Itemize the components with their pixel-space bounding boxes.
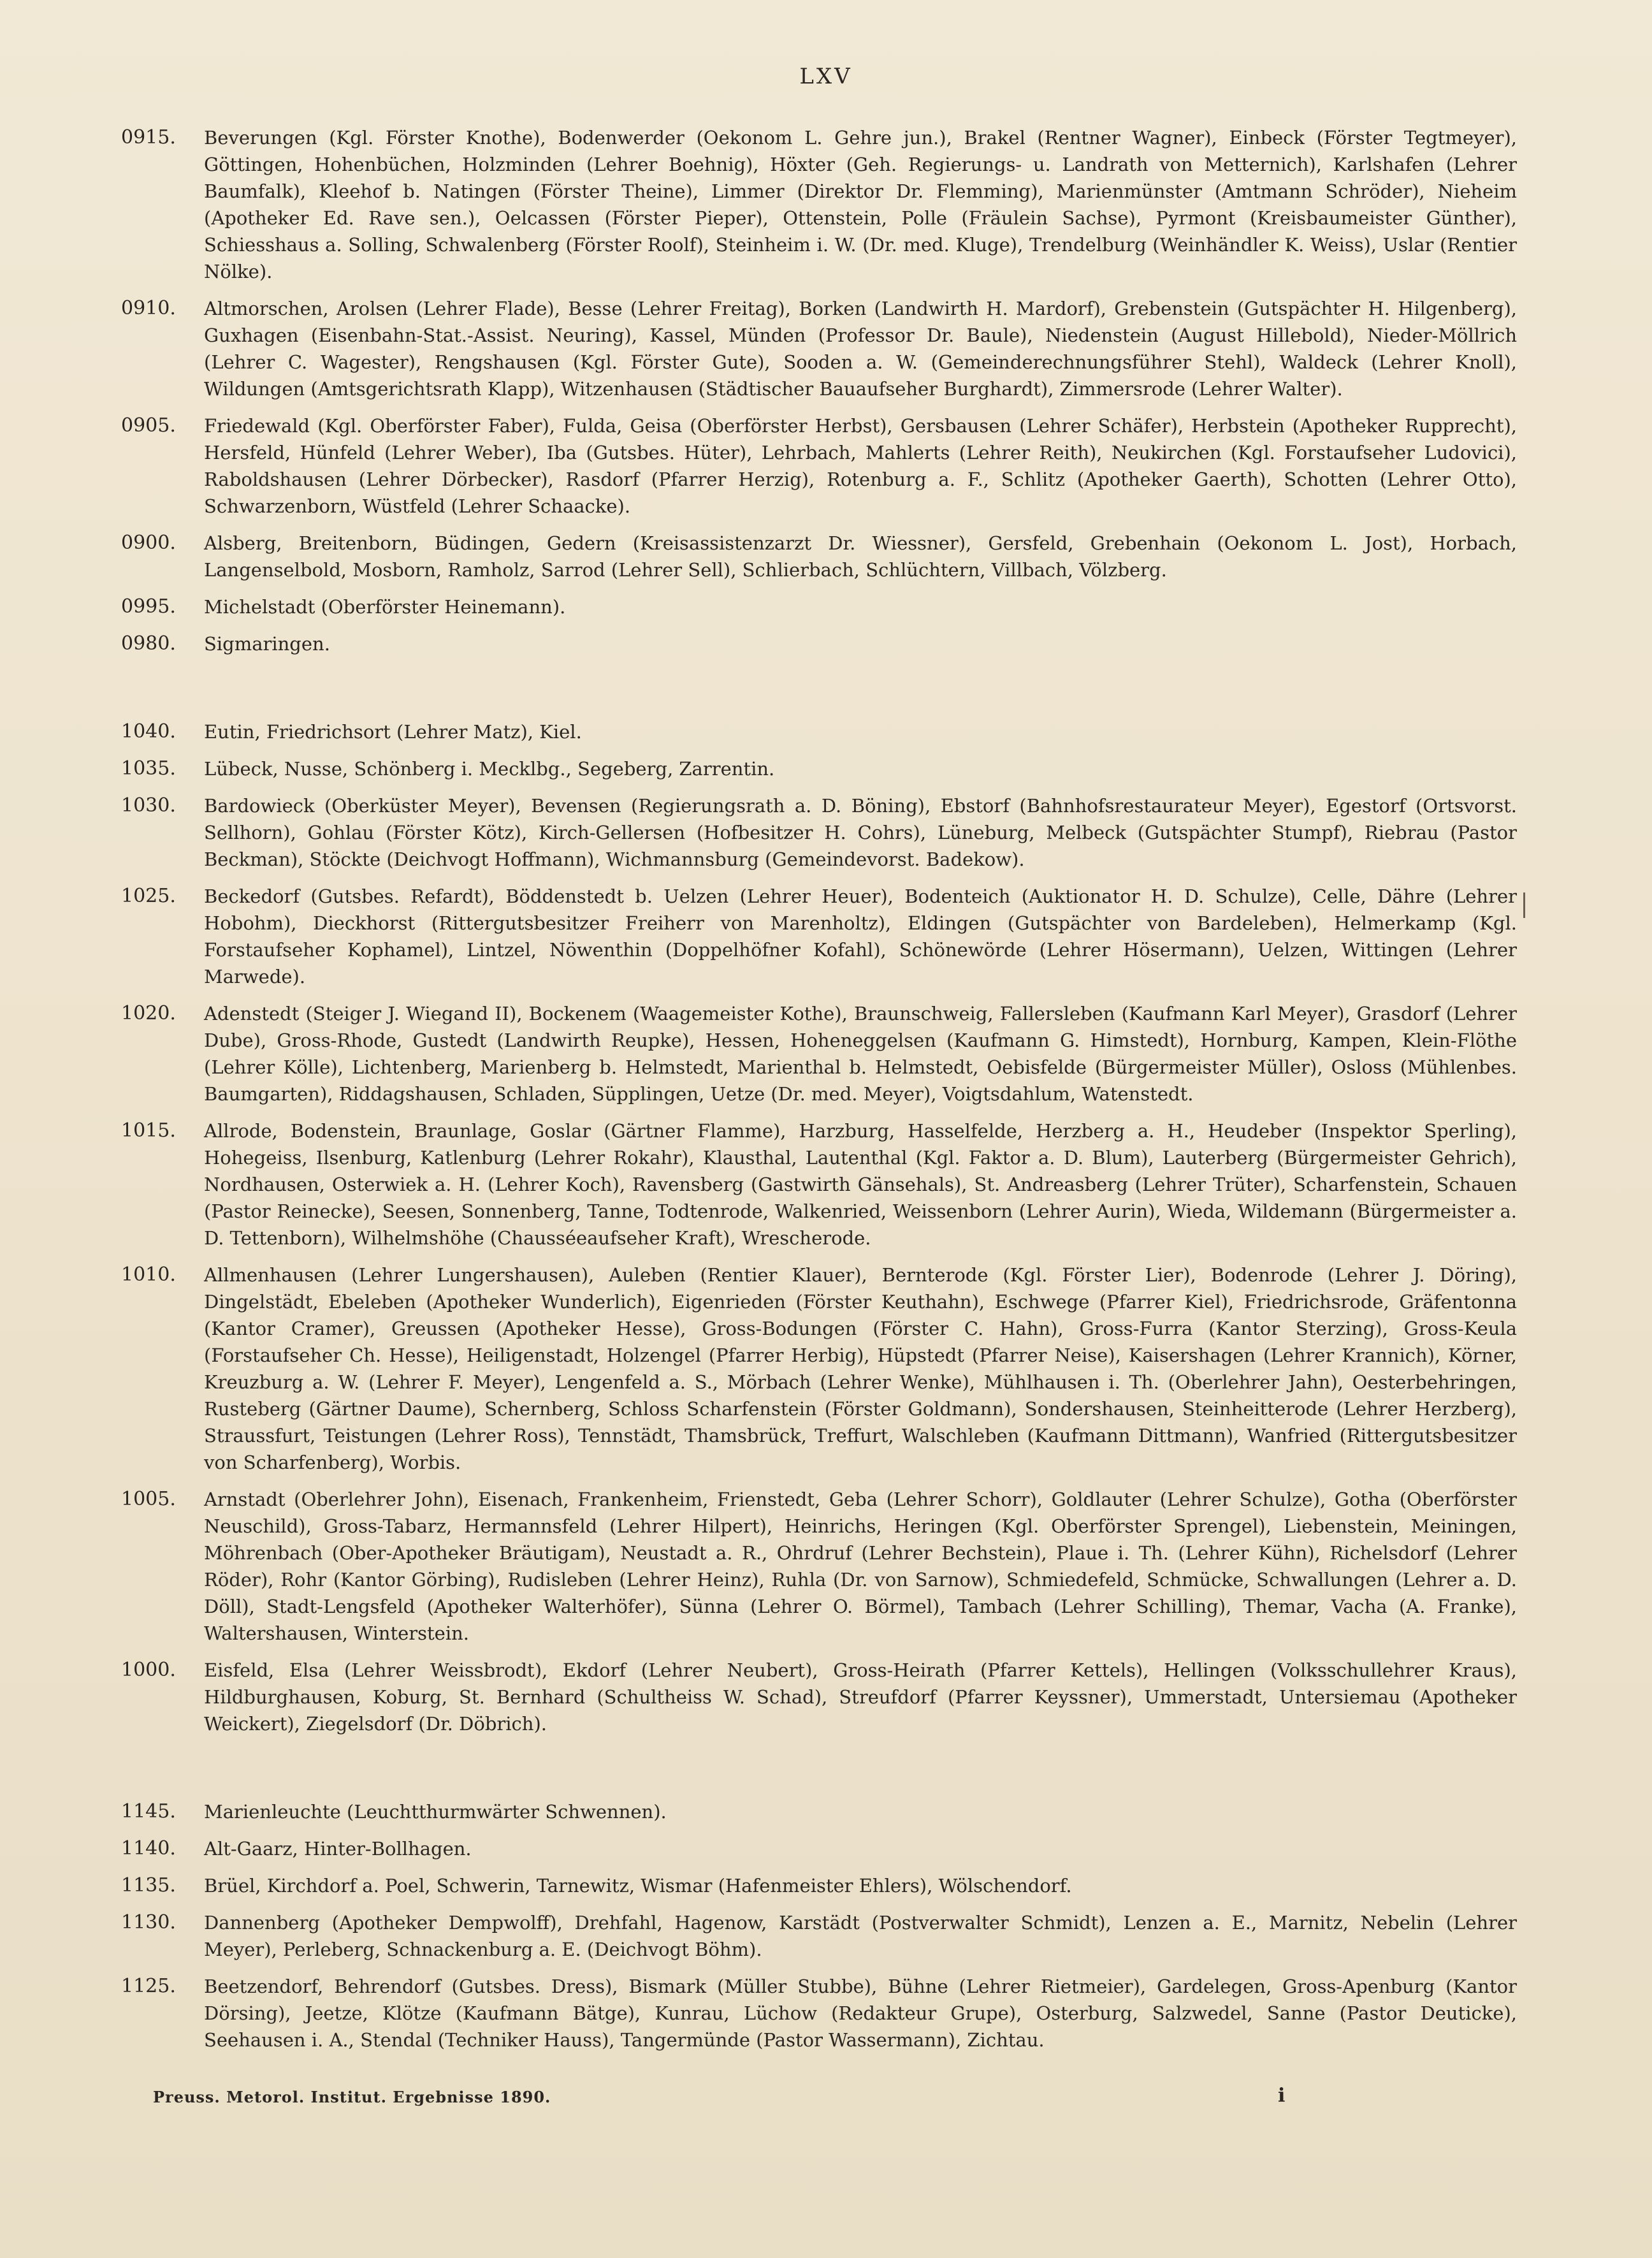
station-entry <box>121 124 1517 285</box>
signature-mark: i <box>1278 2085 1286 2107</box>
station-entry <box>121 1872 1517 1899</box>
entry-text: Beverungen (Kgl. Förster Knothe), Bodenwerder (Oekonom L. Gehre jun.), Brakel (Rentner Wagner), Einbeck (Förster Tegtmeyer), Göttingen, Hohenbüchen, Holzminden (Lehrer Boehnig), Höxter (Geh. Regierungs- u. Landrath von Metternich), Karlshafen (Lehrer Baumfalk), Kleehof b. Natingen (Förster Theine), Limmer (Direktor Dr. Flemming), Marienmünster (Amtmann Schröder), Nieheim (Apotheker Ed. Rave sen.), Oelcassen (Förster Pieper), Ottenstein, Polle (Fräulein Sachse), Pyrmont (Kreisbaumeister Günther), Schiesshaus a. Solling, Schwalenberg (Förster Roolf), Steinheim i. W. (Dr. med. Kluge), Trendelburg (Weinhändler K. Weiss), Uslar (Rentier Nölke). <box>204 127 1517 282</box>
entry-code: 1030. <box>121 794 176 817</box>
entry-code: 0900. <box>121 532 176 554</box>
station-group-1 <box>121 124 1517 657</box>
entry-text: Allrode, Bodenstein, Braunlage, Goslar (Gärtner Flamme), Harzburg, Hasselfelde, Herzberg a. H., Heudeber (Inspektor Sperling), Hohegeiss, Ilsenburg, Katlenburg (Lehrer Rokahr), Klausthal, Lautenthal (Kgl. Faktor a. D. Blum), Lauterberg (Bürgermeister Gehrich), Nordhausen, Osterwiek a. H. (Lehrer Koch), Ravensberg (Gastwirth Gänsehals), St. Andreasberg (Lehrer Trüter), Scharfenstein, Schauen (Pastor Reinecke), Seesen, Sonnenberg, Tanne, Todtenrode, Walkenried, Weissenborn (Lehrer Aurin), Wieda, Wildemann (Bürgermeister a. D. Tettenborn), Wilhelmshöhe (Chausséeaufseher Kraft), Wrescherode. <box>204 1120 1517 1249</box>
entry-text: Lübeck, Nusse, Schönberg i. Mecklbg., Segeberg, Zarrentin. <box>204 758 775 780</box>
station-entry <box>121 530 1517 583</box>
entry-code: 1000. <box>121 1659 176 1681</box>
entry-text: Eutin, Friedrichsort (Lehrer Matz), Kiel. <box>204 721 582 743</box>
entry-text: Alsberg, Breitenborn, Büdingen, Gedern (Kreisassistenzarzt Dr. Wiessner), Gersfeld, Grebenhain (Oekonom L. Jost), Horbach, Langenselbold, Mosborn, Ramholz, Sarrod (Lehrer Sell), Schlierbach, Schlüchtern, Villbach, Völzberg. <box>204 532 1517 581</box>
entry-code: 0915. <box>121 126 176 149</box>
station-entry <box>121 883 1517 990</box>
station-entry <box>121 1909 1517 1963</box>
group-spacer <box>121 1747 1517 1798</box>
entry-code: 1020. <box>121 1002 176 1024</box>
station-entry <box>121 1798 1517 1825</box>
page-number: LXV <box>799 64 853 89</box>
station-entry <box>121 1118 1517 1251</box>
entry-code: 1010. <box>121 1264 176 1286</box>
station-entry <box>121 755 1517 782</box>
group-spacer <box>121 667 1517 718</box>
entry-code: 0910. <box>121 297 176 319</box>
station-entry <box>121 718 1517 745</box>
entry-text: Michelstadt (Oberförster Heinemann). <box>204 596 566 618</box>
station-entry <box>121 1262 1517 1476</box>
entry-code: 1025. <box>121 885 176 907</box>
entry-text: Beetzendorf, Behrendorf (Gutsbes. Dress), Bismark (Müller Stubbe), Bühne (Lehrer Rietmeier), Gardelegen, Gross-Apenburg (Kantor Dörsing), Jeetze, Klötze (Kaufmann Bätge), Kunrau, Lüchow (Redakteur Grupe), Osterburg, Salzwedel, Sanne (Pastor Deuticke), Seehausen i. A., Stendal (Techniker Hauss), Tangermünde (Pastor Wassermann), Zichtau. <box>204 1976 1517 2051</box>
entry-code: 1035. <box>121 757 176 780</box>
station-entry <box>121 1657 1517 1737</box>
entry-text: Sigmaringen. <box>204 633 330 655</box>
station-entry <box>121 792 1517 873</box>
publication-footer: Preuss. Metorol. Institut. Ergebnisse 1890. <box>153 2088 551 2106</box>
station-group-2 <box>121 718 1517 1737</box>
entry-code: 1005. <box>121 1488 176 1510</box>
entry-text: Adenstedt (Steiger J. Wiegand II), Bockenem (Waagemeister Kothe), Braunschweig, Fallersleben (Kaufmann Karl Meyer), Grasdorf (Lehrer Dube), Gross-Rhode, Gustedt (Landwirth Reupke), Hessen, Hoheneggelsen (Kaufmann G. Himstedt), Hornburg, Kampen, Klein-Flöthe (Lehrer Kölle), Lichtenberg, Marienberg b. Helmstedt, Marienthal b. Helmstedt, Oebisfelde (Bürgermeister Müller), Osloss (Mühlenbes. Baumgarten), Riddagshausen, Schladen, Süpplingen, Uetze (Dr. med. Meyer), Voigtsdahlum, Watenstedt. <box>204 1003 1517 1105</box>
entry-code: 1130. <box>121 1911 176 1934</box>
entry-text: Arnstadt (Oberlehrer John), Eisenach, Frankenheim, Frienstedt, Geba (Lehrer Schorr), Goldlauter (Lehrer Schulze), Gotha (Oberförster Neuschild), Gross-Tabarz, Hermannsfeld (Lehrer Hilpert), Heinrichs, Heringen (Kgl. Oberförster Sprengel), Liebenstein, Meiningen, Möhrenbach (Ober-Apotheker Bräutigam), Neustadt a. R., Ohrdruf (Lehrer Bechstein), Plaue i. Th. (Lehrer Kühn), Richelsdorf (Lehrer Röder), Rohr (Kantor Görbing), Rudisleben (Lehrer Heinz), Ruhla (Dr. von Sarnow), Schmiedefeld, Schmücke, Schwallungen (Lehrer a. D. Döll), Stadt-Lengsfeld (Apotheker Walterhöfer), Sünna (Lehrer O. Börmel), Tambach (Lehrer Schilling), Themar, Vacha (A. Franke), Waltershausen, Winterstein. <box>204 1489 1517 1644</box>
station-entry <box>121 1000 1517 1107</box>
entry-text: Bardowieck (Oberküster Meyer), Bevensen (Regierungsrath a. D. Böning), Ebstorf (Bahnhofsrestaurateur Meyer), Egestorf (Ortsvorst. Sellhorn), Gohlau (Förster Kötz), Kirch-Gellersen (Hofbesitzer H. Cohrs), Lüneburg, Melbeck (Gutspächter Stumpf), Riebrau (Pastor Beckman), Stöckte (Deichvogt Hoffmann), Wichmannsburg (Gemeindevorst. Badekow). <box>204 795 1517 870</box>
margin-mark <box>1523 892 1525 918</box>
entry-code: 0995. <box>121 595 176 618</box>
station-entry <box>121 594 1517 620</box>
entry-code: 0905. <box>121 414 176 437</box>
station-entry <box>121 630 1517 657</box>
entry-text: Eisfeld, Elsa (Lehrer Weissbrodt), Ekdorf (Lehrer Neubert), Gross-Heirath (Pfarrer Kettels), Hellingen (Volksschullehrer Kraus), Hildburghausen, Koburg, St. Bernhard (Schultheiss W. Schad), Streufdorf (Pfarrer Keyssner), Ummerstadt, Untersiemau (Apotheker Weickert), Ziegelsdorf (Dr. Döbrich). <box>204 1659 1517 1735</box>
entry-code: 1140. <box>121 1837 176 1860</box>
entry-text: Allmenhausen (Lehrer Lungershausen), Auleben (Rentier Klauer), Bernterode (Kgl. Förster Lier), Bodenrode (Lehrer J. Döring), Dingelstädt, Ebeleben (Apotheker Wunderlich), Eigenrieden (Förster Keuthahn), Eschwege (Pfarrer Kiel), Friedrichsrode, Gräfentonna (Kantor Cramer), Greussen (Apotheker Hesse), Gross-Bodungen (Förster C. Hahn), Gross-Furra (Kantor Sterzing), Gross-Keula (Forstaufseher Ch. Hesse), Heiligenstadt, Holzengel (Pfarrer Herbig), Hüpstedt (Pfarrer Neise), Kaisershagen (Lehrer Krannich), Körner, Kreuzburg a. W. (Lehrer F. Meyer), Lengenfeld a. S., Mörbach (Lehrer Wenke), Mühlhausen i. Th. (Oberlehrer Jahn), Oesterbehringen, Rusteberg (Gärtner Daume), Schernberg, Schloss Scharfenstein (Förster Goldmann), Sondershausen, Steinheitterode (Lehrer Herzberg), Straussfurt, Teistungen (Lehrer Ross), Tennstädt, Thamsbrück, Treffurt, Walschleben (Kaufmann Dittmann), Wanfried (Rittergutsbesitzer von Scharfenberg), Worbis. <box>204 1264 1517 1473</box>
station-entry <box>121 1973 1517 2053</box>
entry-text: Friedewald (Kgl. Oberförster Faber), Fulda, Geisa (Oberförster Herbst), Gersbausen (Lehrer Schäfer), Herbstein (Apotheker Rupprecht), Hersfeld, Hünfeld (Lehrer Weber), Iba (Gutsbes. Hüter), Lehrbach, Mahlerts (Lehrer Reith), Neukirchen (Kgl. Forstaufseher Ludovici), Raboldshausen (Lehrer Dörbecker), Rasdorf (Pfarrer Herzig), Rotenburg a. F., Schlitz (Apotheker Gaerth), Schotten (Lehrer Otto), Schwarzenborn, Wüstfeld (Lehrer Schaacke). <box>204 415 1517 517</box>
station-entry <box>121 295 1517 402</box>
entry-text: Alt-Gaarz, Hinter-Bollhagen. <box>204 1838 472 1860</box>
entry-code: 1135. <box>121 1874 176 1897</box>
station-entry <box>121 1835 1517 1862</box>
entry-text: Marienleuchte (Leuchtthurmwärter Schwennen). <box>204 1801 667 1823</box>
entry-text: Dannenberg (Apotheker Dempwolff), Drehfahl, Hagenow, Karstädt (Postverwalter Schmidt), Lenzen a. E., Marnitz, Nebelin (Lehrer Meyer), Perleberg, Schnackenburg a. E. (Deichvogt Böhm). <box>204 1912 1517 1960</box>
entry-text: Beckedorf (Gutsbes. Refardt), Böddenstedt b. Uelzen (Lehrer Heuer), Bodenteich (Auktionator H. D. Schulze), Celle, Dähre (Lehrer Hobohm), Dieckhorst (Rittergutsbesitzer Freiherr von Marenholtz), Eldingen (Gutspächter von Bardeleben), Helmerkamp (Kgl. Forstaufseher Kophamel), Lintzel, Nöwenthin (Doppelhöfner Kofahl), Schönewörde (Lehrer Hösermann), Uelzen, Wittingen (Lehrer Marwede). <box>204 885 1517 987</box>
entry-code: 1145. <box>121 1800 176 1823</box>
station-list <box>121 124 1517 2064</box>
entry-code: 0980. <box>121 632 176 655</box>
station-entry <box>121 1486 1517 1647</box>
entry-text: Brüel, Kirchdorf a. Poel, Schwerin, Tarnewitz, Wismar (Hafenmeister Ehlers), Wölschendorf. <box>204 1875 1072 1897</box>
entry-code: 1040. <box>121 720 176 743</box>
entry-code: 1015. <box>121 1119 176 1142</box>
station-group-3 <box>121 1798 1517 2053</box>
entry-text: Altmorschen, Arolsen (Lehrer Flade), Besse (Lehrer Freitag), Borken (Landwirth H. Mardorf), Grebenstein (Gutspächter H. Hilgenberg), Guxhagen (Eisenbahn-Stat.-Assist. Neuring), Kassel, Münden (Professor Dr. Baule), Niedenstein (August Hillebold), Nieder-Möllrich (Lehrer C. Wagester), Rengshausen (Kgl. Förster Gute), Sooden a. W. (Gemeinderechnungsführer Stehl), Waldeck (Lehrer Knoll), Wildungen (Amtsgerichtsrath Klapp), Witzenhausen (Städtischer Bauaufseher Burghardt), Zimmersrode (Lehrer Walter). <box>204 298 1517 400</box>
station-entry <box>121 412 1517 520</box>
entry-code: 1125. <box>121 1975 176 1997</box>
